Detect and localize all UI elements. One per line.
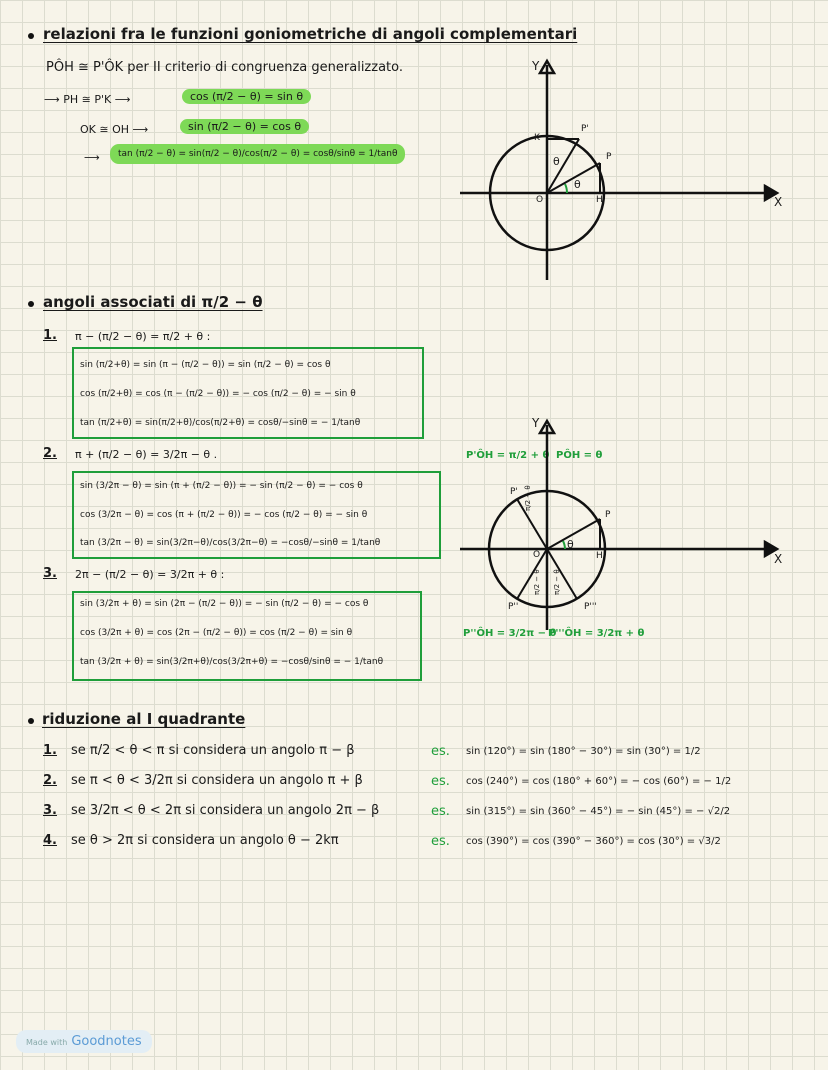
d2-p3-label: P''' [584, 602, 597, 612]
item1-row-tan: tan (π/2+θ) = sin(π/2+θ)/cos(π/2+θ) = cosθ/−sinθ = − 1/tanθ [80, 418, 361, 428]
section3-title: riduzione al I quadrante [42, 710, 246, 728]
item3-head: 2π − (π/2 − θ) = 3/2π + θ : [75, 568, 225, 581]
d2-p-label: P [605, 510, 611, 520]
bullet-2 [28, 301, 34, 307]
rule1-es: es. [431, 744, 450, 759]
d1-o-label: O [536, 195, 544, 205]
rule1-example: sin (120°) = sin (180° − 30°) = sin (30°) = 1/2 [466, 746, 701, 757]
item3-row-cos: cos (3/2π + θ) = cos (2π − (π/2 − θ)) = cos (π/2 − θ) = sin θ [80, 628, 353, 638]
d1-p1-label: P' [581, 124, 589, 134]
bullet-3 [28, 718, 34, 724]
made-with-label: Made with [26, 1038, 68, 1047]
item3-number: 3. [43, 566, 57, 581]
rule4-text: se θ > 2π si considera un angolo θ − 2kπ [71, 833, 339, 848]
rule3-example: sin (315°) = sin (360° − 45°) = − sin (45°) = − √2/2 [466, 806, 731, 817]
line2-highlight: sin (π/2 − θ) = cos θ [180, 119, 309, 134]
d2-p2-label: P'' [508, 602, 519, 612]
d1-theta-bottom: θ [574, 178, 581, 191]
item1-number: 1. [43, 328, 57, 343]
rule1-number: 1. [43, 743, 57, 758]
d2-o-label: O [533, 550, 541, 560]
d1-k-label: K [534, 133, 540, 143]
d2-label-top-right: PÔH = θ [556, 450, 603, 461]
line3-left: ⟶ [84, 151, 100, 164]
line1-highlight: cos (π/2 − θ) = sin θ [182, 89, 311, 104]
unit-circle-diagram-1 [455, 55, 795, 290]
section2-title: angoli associati di π/2 − θ [43, 293, 263, 311]
item1-head: π − (π/2 − θ) = π/2 + θ : [75, 330, 211, 343]
d2-p1-label: P' [510, 487, 518, 497]
item3-row-sin: sin (3/2π + θ) = sin (2π − (π/2 − θ)) = − sin (π/2 − θ) = − cos θ [80, 599, 369, 609]
rule2-es: es. [431, 774, 450, 789]
line3-highlight: tan (π/2 − θ) = sin(π/2 − θ)/cos(π/2 − θ) = cosθ/sinθ = 1/tanθ [110, 144, 405, 164]
line2-left: OK ≅ OH ⟶ [80, 123, 149, 136]
d2-seg-bottom2: π/2 − θ [553, 569, 561, 595]
item3-row-tan: tan (3/2π + θ) = sin(3/2π+θ)/cos(3/2π+θ) = −cosθ/sinθ = − 1/tanθ [80, 657, 384, 667]
rule2-text: se π < θ < 3/2π si considera un angolo π + β [71, 773, 363, 788]
rule3-es: es. [431, 804, 450, 819]
d2-theta: θ [567, 538, 574, 551]
item2-row-tan: tan (3/2π − θ) = sin(3/2π−θ)/cos(3/2π−θ) = −cosθ/−sinθ = 1/tanθ [80, 538, 381, 548]
item1-row-sin: sin (π/2+θ) = sin (π − (π/2 − θ)) = sin (π/2 − θ) = cos θ [80, 360, 331, 370]
d1-p-label: P [606, 152, 612, 162]
d2-label-bottom-right: P'''ÔH = 3/2π + θ [548, 628, 645, 639]
d2-x-label: X [774, 552, 783, 566]
rule3-text: se 3/2π < θ < 2π si considera un angolo 2π − β [71, 803, 380, 818]
rule1-text: se π/2 < θ < π si considera un angolo π − β [71, 743, 355, 758]
item2-row-sin: sin (3/2π − θ) = sin (π + (π/2 − θ)) = − sin (π/2 − θ) = − cos θ [80, 481, 363, 491]
rule4-es: es. [431, 834, 450, 849]
bullet-1 [28, 33, 34, 39]
d1-x-label: X [774, 195, 783, 209]
item2-number: 2. [43, 446, 57, 461]
goodnotes-brand: Goodnotes [71, 1034, 142, 1049]
criterion-text: PÔH ≅ P'ÔK per II criterio di congruenza generalizzato. [46, 60, 403, 75]
rule2-example: cos (240°) = cos (180° + 60°) = − cos (60°) = − 1/2 [466, 776, 732, 787]
d2-y-label: Y [532, 416, 540, 430]
d2-seg-bottom1: π/2 − θ [533, 569, 541, 595]
d2-label-top-left: P'ÔH = π/2 + θ [466, 450, 550, 461]
item1-row-cos: cos (π/2+θ) = cos (π − (π/2 − θ)) = − cos (π/2 − θ) = − sin θ [80, 389, 356, 399]
d1-h-label: H [596, 195, 603, 205]
item2-row-cos: cos (3/2π − θ) = cos (π + (π/2 − θ)) = − cos (π/2 − θ) = − sin θ [80, 510, 368, 520]
section1-title: relazioni fra le funzioni goniometriche di angoli complementari [43, 25, 578, 43]
rule4-example: cos (390°) = cos (390° − 360°) = cos (30°) = √3/2 [466, 836, 721, 847]
d2-h-label: H [596, 551, 603, 561]
rule4-number: 4. [43, 833, 57, 848]
rule2-number: 2. [43, 773, 57, 788]
rule3-number: 3. [43, 803, 57, 818]
d2-label-bottom-left: P''ÔH = 3/2π − θ [463, 628, 557, 639]
unit-circle-diagram-2 [455, 415, 795, 630]
d1-theta-top: θ [553, 155, 560, 168]
line1-left: ⟶ PH ≅ P'K ⟶ [44, 93, 131, 106]
goodnotes-badge[interactable] [16, 1030, 152, 1053]
d2-seg-top: π/2 − θ [524, 485, 532, 511]
item2-head: π + (π/2 − θ) = 3/2π − θ . [75, 448, 218, 461]
d1-y-label: Y [532, 59, 540, 73]
